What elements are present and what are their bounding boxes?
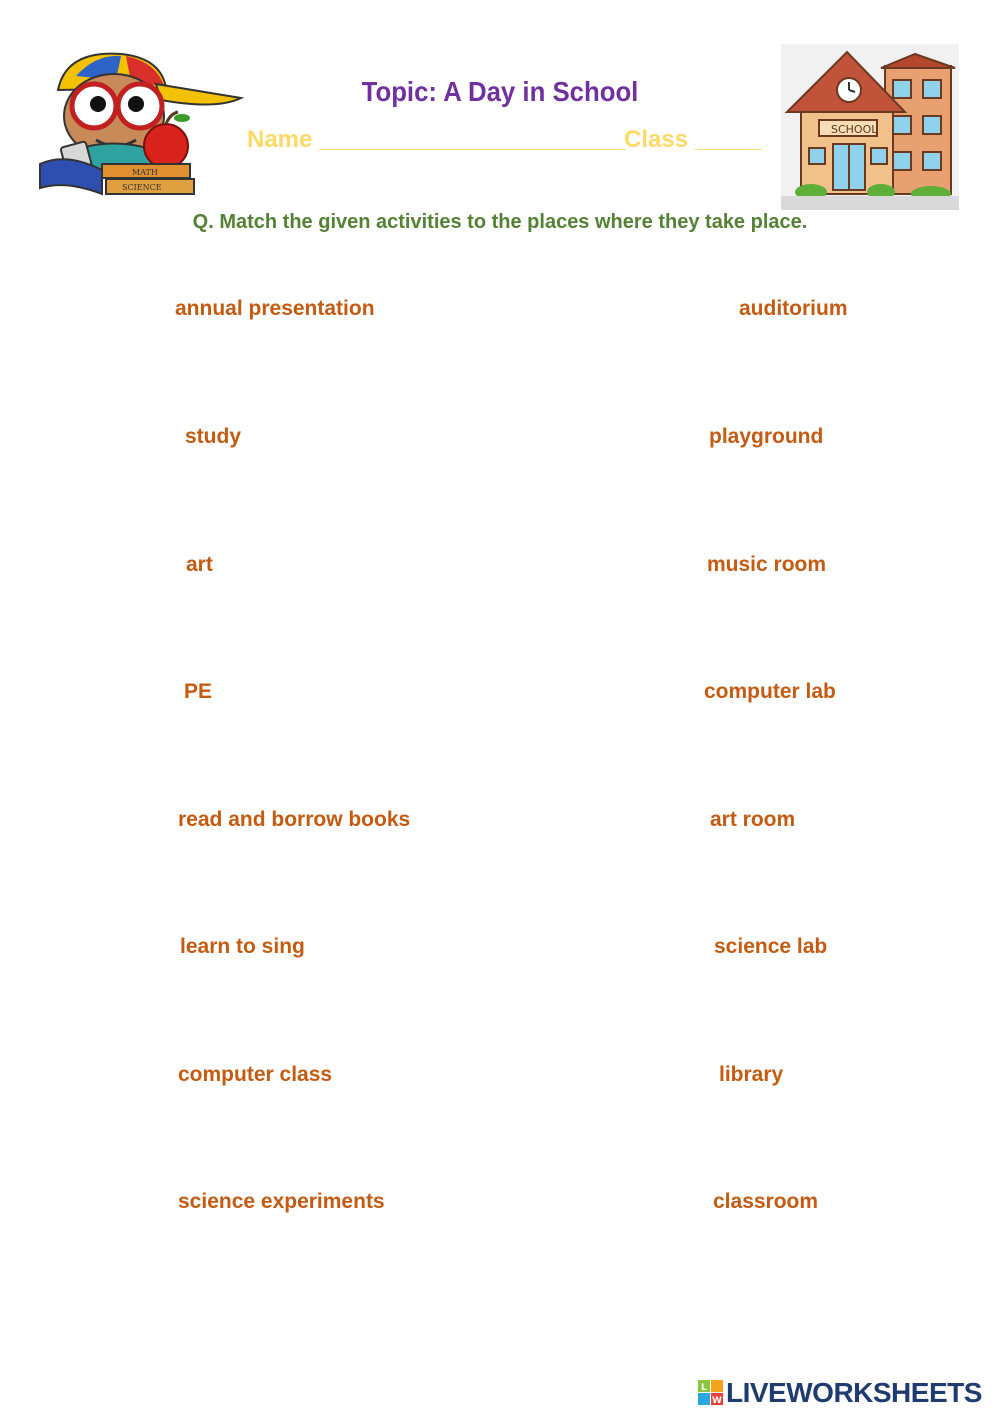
activity-item[interactable]: PE	[184, 680, 213, 703]
place-item[interactable]: computer lab	[704, 680, 836, 703]
school-sign: SCHOOL	[831, 123, 878, 136]
class-field: Class _____	[624, 126, 762, 153]
activity-item[interactable]: read and borrow books	[178, 808, 411, 831]
activity-item[interactable]: science experiments	[178, 1190, 385, 1213]
liveworksheets-logo[interactable]	[698, 1378, 982, 1408]
place-item[interactable]: music room	[707, 553, 827, 576]
school-building-clipart	[781, 44, 959, 210]
logo-wordmark: LIVEWORKSHEETS	[726, 1377, 982, 1408]
place-item[interactable]: classroom	[713, 1190, 819, 1213]
book-label-science: SCIENCE	[122, 183, 162, 192]
place-item[interactable]: art room	[710, 808, 796, 831]
place-item[interactable]: science lab	[714, 935, 828, 958]
activity-item[interactable]: art	[186, 553, 213, 576]
activity-item[interactable]: computer class	[178, 1063, 333, 1086]
activity-item[interactable]: annual presentation	[175, 297, 375, 320]
question-instruction: Q. Match the given activities to the places where they take place.	[192, 211, 808, 233]
place-item[interactable]: playground	[709, 425, 824, 448]
name-field: Name _______________________	[247, 126, 627, 153]
activity-item[interactable]: study	[185, 425, 242, 448]
place-item[interactable]: library	[719, 1063, 784, 1086]
place-item[interactable]: auditorium	[739, 297, 848, 320]
badge-letter-w: W	[712, 1396, 722, 1406]
student-clipart	[36, 48, 246, 198]
activity-item[interactable]: learn to sing	[180, 935, 305, 958]
badge-letter-l: L	[701, 1383, 707, 1393]
book-label-math: MATH	[132, 168, 158, 177]
liveworksheets-badge-icon	[698, 1380, 724, 1406]
page-title: Topic: A Day in School	[361, 76, 639, 107]
